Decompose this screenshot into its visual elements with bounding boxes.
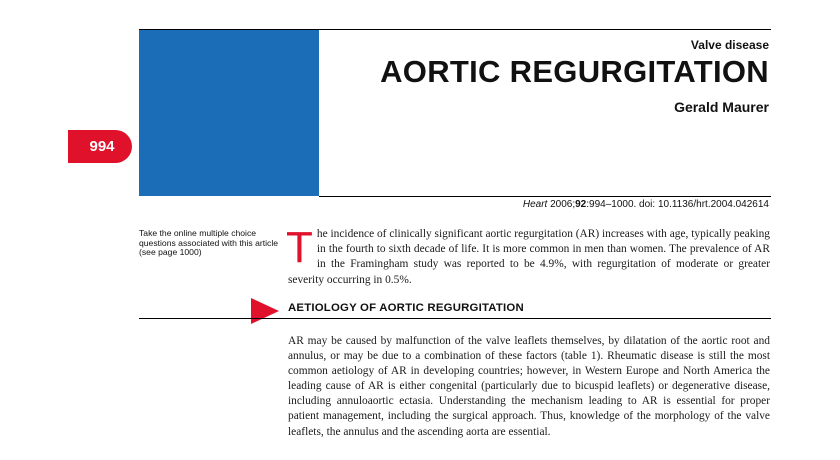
intro-paragraph [286, 223, 770, 288]
body-paragraph: AR may be caused by malfunction of the valve leaflets themselves, by dilatation of the aortic root and annulus, or may be due to a combination of these factors (table 1). Rheumatic disease is still the most common aetiology of AR in developing countries; however, in Western Europe and North America the leading cause of AR is either congenital (particularly due to bicuspid leaflets) or degenerative disease, including annuloaortic ectasia. Understanding the mechanism leading to AR is essential for proper patient management, including the surgical approach. Thus, knowledge of the morphology of the valve leaflets, the annulus and the ascending aorta are essential. [288, 335, 770, 438]
page-number: 994 [89, 138, 115, 155]
citation-volume: 92 [575, 199, 587, 210]
citation-journal: Heart [522, 199, 548, 210]
intro-text: he incidence of clinically significant aortic regurgitation (AR) increases with age, typically peaking in the fourth to sixth decade of life. It is more common in men than women. The prevalence of AR in the Framingham study was reported to be 4.9%, with regurgitation of moderate or greater severity occurring in 0.5%. [288, 228, 770, 286]
article-title: AORTIC REGURGITATION [380, 54, 769, 89]
page-number-tab [68, 130, 132, 163]
citation-pages-doi[interactable]: :994–1000. doi: 10.1136/hrt.2004.042614 [586, 199, 769, 210]
author-name: Gerald Maurer [674, 99, 769, 115]
section-heading-rule [139, 318, 771, 319]
section-arrow-icon [251, 298, 279, 324]
section-label: Valve disease [690, 38, 769, 52]
online-questions-note[interactable]: Take the online multiple choice questions associated with this article (see page 1000) [139, 228, 279, 257]
header-color-block [139, 30, 319, 196]
citation-year: 2006; [547, 199, 576, 210]
section-heading: AETIOLOGY OF AORTIC REGURGITATION [288, 302, 524, 314]
citation-line [523, 199, 769, 210]
drop-cap: T [286, 223, 313, 272]
citation-rule [319, 196, 771, 197]
